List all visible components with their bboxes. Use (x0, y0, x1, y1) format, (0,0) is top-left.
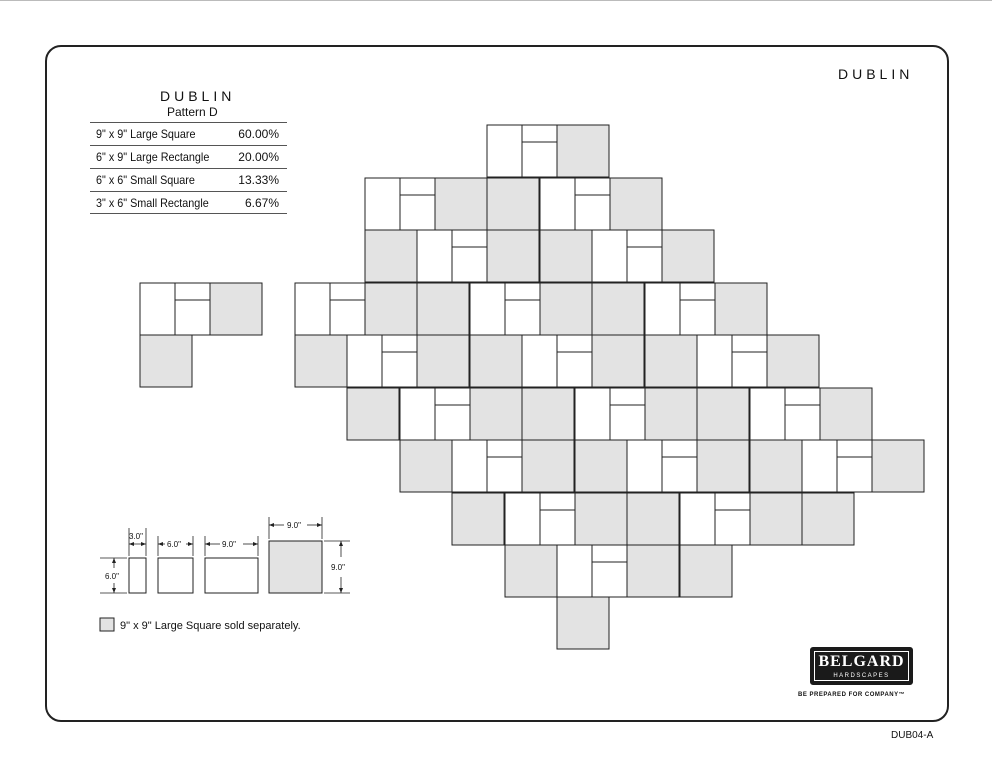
small-rectangle (662, 440, 697, 457)
small-rectangle (505, 283, 540, 300)
small-square (715, 510, 750, 545)
large-rectangle (452, 440, 487, 492)
legend-swatch (100, 618, 114, 631)
belgard-logo (810, 647, 913, 685)
large-square (557, 125, 609, 177)
pattern-unit (140, 283, 262, 387)
small-square (540, 510, 575, 545)
small-rectangle (610, 388, 645, 405)
large-square (365, 230, 417, 282)
large-square (347, 388, 399, 440)
small-rectangle (837, 440, 872, 457)
small-rectangle (715, 493, 750, 510)
dim-9-top-label: 9.0" (287, 521, 301, 530)
row-label: 6" x 9" Large Rectangle (96, 150, 210, 164)
large-square (592, 283, 644, 335)
small-square (400, 195, 435, 230)
row-value: 13.33% (238, 173, 279, 187)
large-square (540, 283, 592, 335)
row-value: 6.67% (244, 196, 279, 210)
size-legend (100, 517, 350, 631)
small-square (435, 405, 470, 440)
large-rectangle (522, 335, 557, 387)
large-rectangle (557, 545, 592, 597)
large-rectangle (697, 335, 732, 387)
small-square (452, 247, 487, 282)
small-rectangle (732, 335, 767, 352)
small-square (557, 352, 592, 387)
large-square (680, 545, 732, 597)
small-square (175, 300, 210, 335)
large-square (210, 283, 262, 335)
large-rectangle (750, 388, 785, 440)
small-rectangle (400, 178, 435, 195)
large-square (645, 388, 697, 440)
large-square (592, 335, 644, 387)
large-square (820, 388, 872, 440)
small-square (505, 300, 540, 335)
large-rectangle (802, 440, 837, 492)
large-square (697, 388, 749, 440)
large-rectangle (417, 230, 452, 282)
large-square (487, 178, 539, 230)
small-rectangle (557, 335, 592, 352)
row-value: 60.00% (238, 127, 279, 141)
large-rectangle (400, 388, 435, 440)
dim-6-vertical-label: 6.0" (105, 572, 119, 581)
large-square (487, 230, 539, 282)
legend-text: 9" x 9" Large Square sold separately. (120, 620, 301, 632)
large-rectangle (347, 335, 382, 387)
dim-6-label: 6.0" (167, 540, 181, 549)
large-square (417, 335, 469, 387)
small-square (610, 405, 645, 440)
logo-tagline: BE PREPARED FOR COMPANY™ (798, 692, 906, 698)
logo-name: BELGARD (818, 653, 905, 670)
large-square (470, 335, 522, 387)
large-square (470, 388, 522, 440)
large-square (575, 440, 627, 492)
drawing-code: DUB04-A (891, 730, 934, 741)
large-rectangle (505, 493, 540, 545)
large-square (295, 335, 347, 387)
small-square (382, 352, 417, 387)
large-square (610, 178, 662, 230)
small-square (592, 562, 627, 597)
row-value: 20.00% (238, 150, 279, 164)
small-square (732, 352, 767, 387)
large-rectangle-shape (205, 558, 258, 593)
laying-pattern (295, 125, 924, 649)
small-rectangle (382, 335, 417, 352)
large-square (627, 545, 679, 597)
small-rectangle (627, 230, 662, 247)
small-square (680, 300, 715, 335)
small-square (522, 142, 557, 177)
large-square (575, 493, 627, 545)
large-square-shape (269, 541, 322, 593)
large-rectangle (680, 493, 715, 545)
small-rectangle (435, 388, 470, 405)
large-rectangle (140, 283, 175, 335)
large-rectangle (470, 283, 505, 335)
small-rectangle (575, 178, 610, 195)
large-square (522, 388, 574, 440)
large-square (750, 440, 802, 492)
large-square (697, 440, 749, 492)
large-square (715, 283, 767, 335)
large-rectangle (575, 388, 610, 440)
large-rectangle (295, 283, 330, 335)
row-label: 3" x 6" Small Rectangle (96, 196, 209, 210)
large-square (140, 335, 192, 387)
small-rectangle (540, 493, 575, 510)
large-square (872, 440, 924, 492)
large-rectangle (592, 230, 627, 282)
large-square (750, 493, 802, 545)
small-rectangle-shape (129, 558, 146, 593)
large-rectangle (627, 440, 662, 492)
large-square (522, 440, 574, 492)
row-label: 9" x 9" Large Square (96, 127, 196, 141)
large-rectangle (540, 178, 575, 230)
large-square (435, 178, 487, 230)
large-rectangle (645, 283, 680, 335)
large-square (452, 493, 504, 545)
dim-3-label: 3.0" (129, 532, 143, 541)
small-square (330, 300, 365, 335)
small-rectangle (452, 230, 487, 247)
logo-subtitle: HARDSCAPES (833, 673, 890, 679)
large-square (662, 230, 714, 282)
large-square (365, 283, 417, 335)
large-rectangle (487, 125, 522, 177)
small-square (662, 457, 697, 492)
small-rectangle (592, 545, 627, 562)
small-rectangle (175, 283, 210, 300)
small-rectangle (680, 283, 715, 300)
small-rectangle (330, 283, 365, 300)
pattern-name: DUBLIN (838, 66, 914, 82)
large-square (645, 335, 697, 387)
large-square (627, 493, 679, 545)
large-square (540, 230, 592, 282)
dim-9-label: 9.0" (222, 540, 236, 549)
table-subtitle: Pattern D (167, 105, 218, 119)
table-title: DUBLIN (160, 88, 236, 104)
small-square (627, 247, 662, 282)
large-square (767, 335, 819, 387)
small-square (837, 457, 872, 492)
large-square (505, 545, 557, 597)
small-rectangle (522, 125, 557, 142)
large-square (417, 283, 469, 335)
small-square (575, 195, 610, 230)
dim-9-vertical-label: 9.0" (331, 563, 345, 572)
large-square (802, 493, 854, 545)
small-square (785, 405, 820, 440)
large-square (557, 597, 609, 649)
large-square (400, 440, 452, 492)
small-square (487, 457, 522, 492)
small-rectangle (785, 388, 820, 405)
row-label: 6" x 6" Small Square (96, 173, 195, 187)
small-rectangle (487, 440, 522, 457)
large-rectangle (365, 178, 400, 230)
small-square-shape (158, 558, 193, 593)
